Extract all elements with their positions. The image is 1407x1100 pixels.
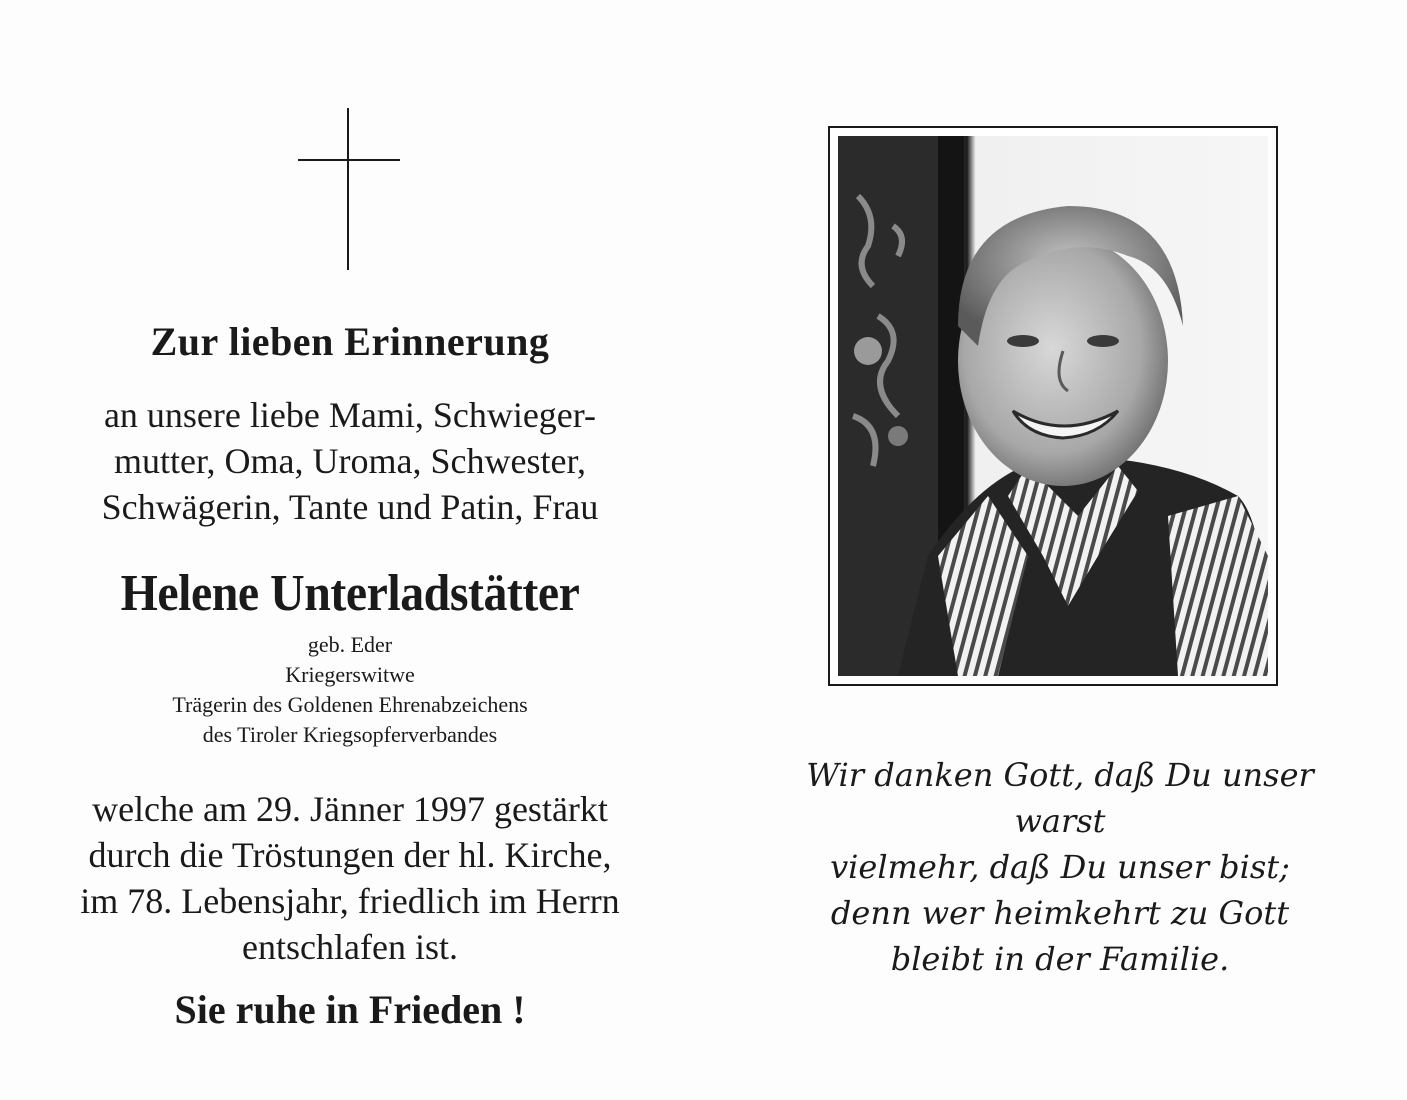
- details-line: geb. Eder: [307, 632, 393, 657]
- closing-text: Sie ruhe in Frieden !: [174, 987, 526, 1032]
- portrait-photo: [828, 126, 1278, 686]
- verse-line: vielmehr, daß Du unser bist;: [830, 848, 1290, 886]
- details-line: Kriegerswitwe: [285, 662, 415, 687]
- deceased-details: [60, 630, 640, 750]
- intro-text: [60, 392, 640, 530]
- death-line: welche am 29. Jänner 1997 gestärkt: [92, 789, 608, 829]
- death-line: durch die Tröstungen der hl. Kirche,: [88, 835, 612, 875]
- cross-icon: [298, 108, 400, 270]
- details-line: Trägerin des Goldenen Ehrenabzeichens: [172, 692, 528, 717]
- death-line: entschlafen ist.: [242, 927, 458, 967]
- death-notice: [60, 786, 640, 970]
- portrait-image: [838, 136, 1268, 676]
- details-line: des Tiroler Kriegsopferverbandes: [202, 722, 498, 747]
- intro-line: mutter, Oma, Uroma, Schwester,: [114, 441, 586, 481]
- deceased-name: Helene Unterladstätter: [120, 565, 580, 622]
- verse-text: [770, 752, 1350, 982]
- verse-line: Wir danken Gott, daß Du unser warst: [806, 756, 1314, 840]
- verse-line: denn wer heimkehrt zu Gott: [830, 894, 1290, 932]
- intro-line: Schwägerin, Tante und Patin, Frau: [101, 487, 599, 527]
- card-heading: Zur lieben Erinnerung: [150, 319, 550, 364]
- verse-line: bleibt in der Familie.: [890, 940, 1230, 978]
- intro-line: an unsere liebe Mami, Schwieger-: [103, 395, 597, 435]
- death-line: im 78. Lebensjahr, friedlich im Herrn: [80, 881, 620, 921]
